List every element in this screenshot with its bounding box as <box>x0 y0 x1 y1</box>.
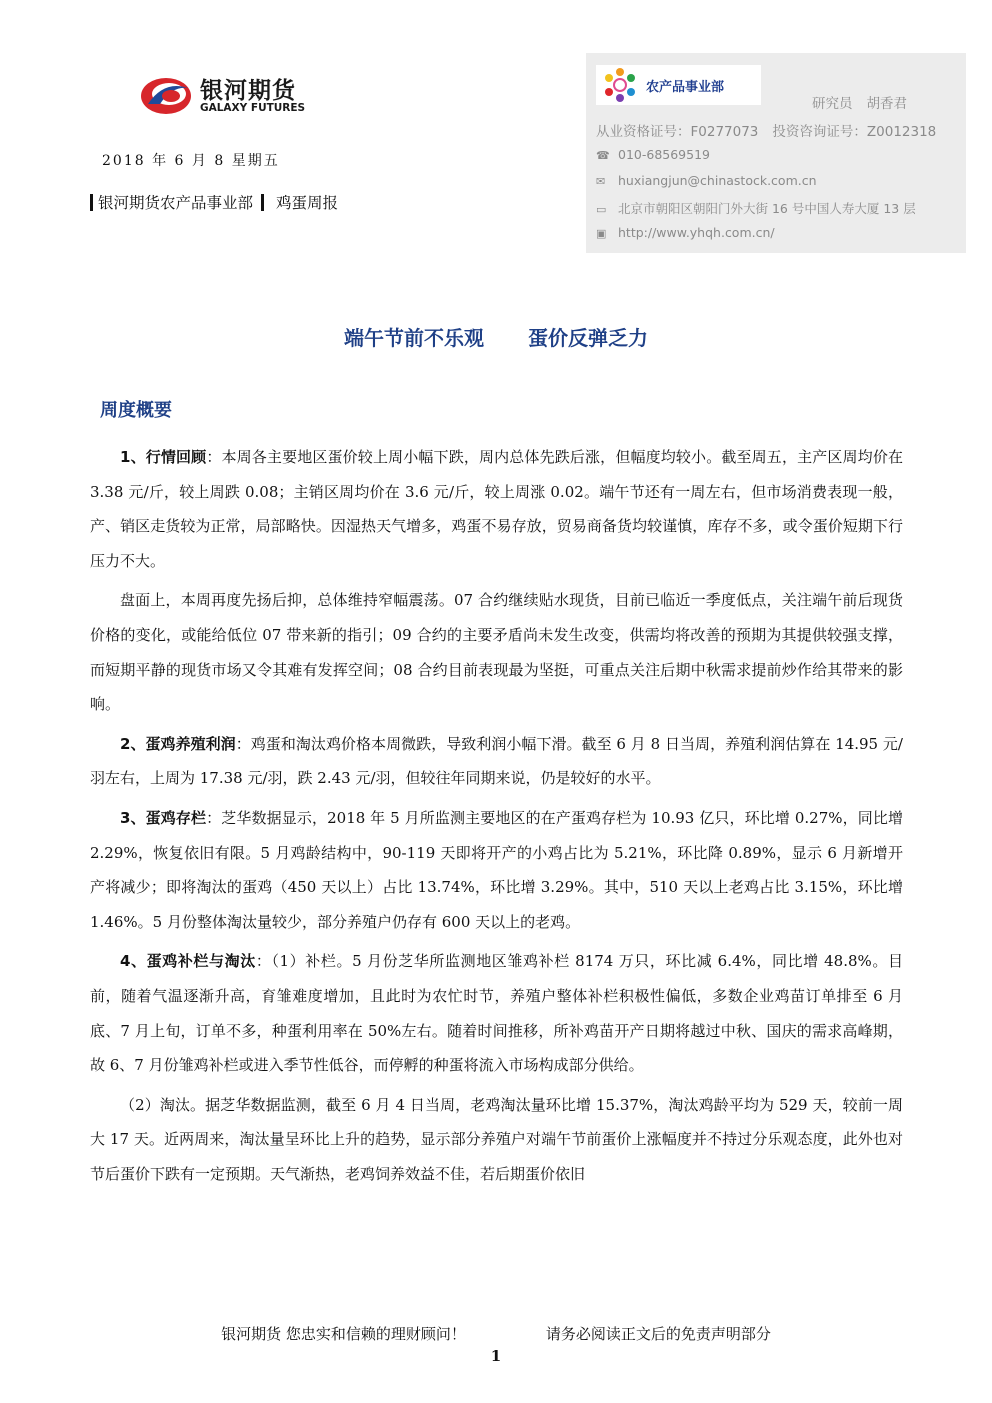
paragraph-futures <box>90 583 903 721</box>
report-title <box>0 322 992 351</box>
title-part-1: 端午节前不乐观 <box>344 326 484 350</box>
report-date: 2018 年 6 月 8 星期五 <box>102 153 280 169</box>
dept-logo-text: 农产品事业部 <box>646 80 725 95</box>
separator-bar <box>90 194 93 211</box>
logo-chinese-name: 银河期货 <box>200 78 296 104</box>
phone-icon: ☎ <box>596 149 610 162</box>
paragraph-inventory <box>90 801 903 939</box>
paragraph-text: ：（1）补栏。5 月份芝华所监测地区雏鸡补栏 8174 万只，环比减 6.4%，同比增 48.8%。目前，随着气温逐渐升高，育雏难度增加，且此时为农忙时节，养殖户整体补栏积极性偏低，多数企业鸡苗订单排至 6 月底、7 月上旬，订单不多，种蛋利用率在 50%左右。随着时间推移，所补鸡苗开产日期将越过中秋、国庆的需求高峰期，故 6、7 月份雏鸡补栏或进入季节性低谷，而停孵的种蛋将流入市场构成部分供给。 <box>90 952 903 1075</box>
paragraph-label: 3、蛋鸡存栏 <box>120 808 207 827</box>
website-row <box>596 225 775 240</box>
paragraph-profit <box>90 727 903 796</box>
paragraph-text: 盘面上，本周再度先扬后抑，总体维持窄幅震荡。07 合约继续贴水现货，目前已临近一季度低点，关注端午前后现货价格的变化，或能给低位 07 带来新的指引；09 合约的主要矛盾尚未发生改变，供需均将改善的预期为其提供较强支撑，而短期平静的现货市场又令其难有发挥空间；08 合约目前表现最为坚挺，可重点关注后期中秋需求提前炒作给其带来的影响。 <box>90 591 903 714</box>
paragraph-text: ：芝华数据显示，2018 年 5 月所监测主要地区的在产蛋鸡存栏为 10.93 亿只，环比增 0.27%，同比增 2.29%，恢复依旧有限。5 月鸡龄结构中，90-119 天即将开产的小鸡占比为 5.21%，环比降 0.89%，显示 6 月新增开产将减少；即将淘汰的蛋鸡（450 天以上）占比 13.74%，环比增 3.29%。其中，510 天以上老鸡占比 3.15%，环比增 1.46%。5 月份整体淘汰量较少，部分养殖户仍存有 600 天以上的老鸡。 <box>90 808 903 931</box>
title-part-2: 蛋价反弹乏力 <box>528 326 648 350</box>
advisory-cert: 投资咨询证号：Z0012318 <box>772 124 937 140</box>
paragraph-label: 4、蛋鸡补栏与淘汰 <box>120 952 256 971</box>
page-number: 1 <box>490 1347 502 1365</box>
email-icon: ✉ <box>596 175 606 188</box>
researcher-name: 胡香君 <box>866 96 907 112</box>
paragraph-text: （2）淘汰。据芝华数据监测，截至 6 月 4 日当周，老鸡淘汰量环比增 15.37%，淘汰鸡龄平均为 529 天，较前一周大 17 天。近两周来，淘汰量呈环比上升的趋势，显示部分养殖户对端午节前蛋价上涨幅度并不持过分乐观态度，此外也对节后蛋价下跌有一定预期。天气渐热，老鸡饲养效益不佳，若后期蛋价依旧 <box>90 1095 903 1183</box>
galaxy-logo-icon <box>138 74 194 118</box>
address-row <box>596 199 916 217</box>
website-icon: ▣ <box>596 227 607 240</box>
report-type: 鸡蛋周报 <box>276 194 339 212</box>
qualification-cert: 从业资格证号：F0277073 <box>596 124 759 140</box>
footer-slogan: 银河期货 您忠实和信赖的理财顾问！ <box>221 1325 466 1343</box>
email-row <box>596 173 817 188</box>
phone-number: 010-68569519 <box>618 147 710 162</box>
department-name: 银河期货农产品事业部 <box>98 194 254 212</box>
paragraph-text: ：鸡蛋和淘汰鸡价格本周微跌，导致利润小幅下滑。截至 6 月 8 日当周，养殖利润估算在 14.95 元/羽左右，上周为 17.38 元/羽，跌 2.43 元/羽，但较往年同期来说，仍是较好的水平。 <box>90 734 903 788</box>
paragraph-market-review <box>90 440 903 578</box>
report-body <box>90 440 903 1191</box>
address-text: 北京市朝阳区朝阳门外大街 16 号中国人寿大厦 13 层 <box>618 201 916 216</box>
address-icon: ▭ <box>596 203 607 216</box>
email-address[interactable]: huxiangjun@chinastock.com.cn <box>618 173 817 188</box>
phone-row <box>596 147 710 162</box>
paragraph-label: 1、行情回顾 <box>120 448 207 466</box>
paragraph-label: 2、蛋鸡养殖利润 <box>120 734 236 753</box>
department-line <box>90 191 338 213</box>
paragraph-restocking <box>90 944 903 1082</box>
paragraph-text: ：本周各主要地区蛋价较上周小幅下跌，周内总体先跌后涨，但幅度均较小。截至周五，主产区周均价在 3.38 元/斤，较上周跌 0.08；主销区周均价在 3.6 元/斤，较上周涨 0.02。端午节还有一周左右，但市场消费表现一般，产、销区走货较为正常，局部略快。因湿热天气增多，鸡蛋不易存放，贸易商备货均较谨慎，库存不多，或令蛋价短期下行压力不大。 <box>90 448 903 570</box>
dept-logo <box>596 65 761 105</box>
researcher-info-box <box>586 53 966 253</box>
researcher-line <box>812 92 907 112</box>
section-heading: 周度概要 <box>100 400 172 421</box>
paragraph-culling <box>90 1088 903 1192</box>
website-url[interactable]: http://www.yhqh.com.cn/ <box>618 225 775 240</box>
researcher-role: 研究员 <box>812 96 853 112</box>
page-footer <box>0 1323 992 1344</box>
logo-english-name: GALAXY FUTURES <box>200 102 306 114</box>
certificate-line <box>596 120 936 140</box>
separator-bar <box>261 194 264 211</box>
company-logo <box>138 68 338 120</box>
dept-logo-icon <box>598 65 642 105</box>
footer-disclaimer: 请务必阅读正文后的免责声明部分 <box>545 1325 771 1343</box>
